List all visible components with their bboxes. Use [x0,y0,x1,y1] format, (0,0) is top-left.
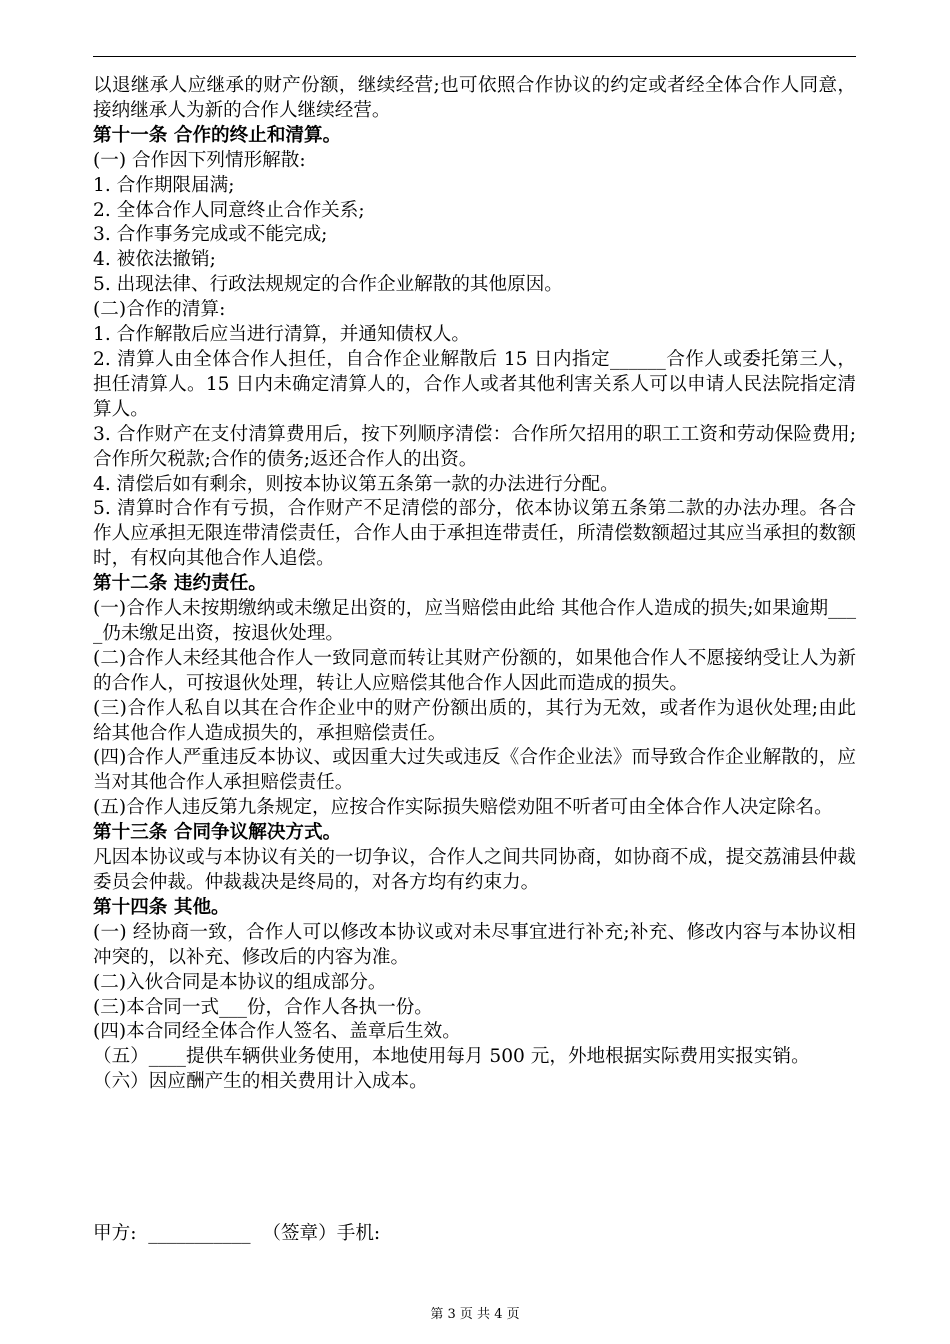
paragraph: 1. 合作期限届满; [93,174,235,196]
paragraph: 5. 清算时合作有亏损，合作财产不足清偿的部分，依本协议第五条第二款的办法办理。各合作人应承担无限连带清偿责任，合作人由于承担连带责任，所清偿数额超过其应当承担的数额时，有权向其他合作人追偿。 [93,498,856,570]
paragraph: 2. 清算人由全体合作人担任，自合作企业解散后 15 日内指定______合作人或委托第三人，担任清算人。15 日内未确定清算人的，合作人或者其他利害关系人可以申请人民法院指定清算人。 [93,348,856,420]
paragraph: 2. 全体合作人同意终止合作关系; [93,199,365,221]
section-heading: 第十四条 其他。 [93,896,230,918]
paragraph: (二)合作人未经其他合作人一致同意而转让其财产份额的，如果他合作人不愿接纳受让人为新的合作人，可按退伙处理，转让人应赔偿其他合作人因此而造成的损失。 [93,647,856,694]
paragraph: (二)合作的清算: [93,299,226,321]
paragraph: （六）因应酬产生的相关费用计入成本。 [93,1071,428,1093]
paragraph: 凡因本协议或与本协议有关的一切争议，合作人之间共同协商，如协商不成，提交荔浦县仲裁委员会仲裁。仲裁裁决是终局的，对各方均有约束力。 [93,847,856,893]
section-heading: 第十一条 合作的终止和清算。 [93,124,342,146]
section-heading: 第十二条 违约责任。 [93,573,267,595]
paragraph: (三)合作人私自以其在合作企业中的财产份额出质的，其行为无效，或者作为退伙处理;由此给其他合作人造成损失的，承担赔偿责任。 [93,697,856,744]
paragraph: 1. 合作解散后应当进行清算，并通知债权人。 [93,324,470,346]
signature-line: 甲方: ___________ （签章）手机: [93,1223,381,1244]
paragraph: (三)本合同一式___份，合作人各执一份。 [93,996,433,1018]
paragraph: 4. 清偿后如有剩余，则按本协议第五条第一款的办法进行分配。 [93,473,619,495]
paragraph: 3. 合作事务完成或不能完成; [93,224,328,246]
paragraph: (二)入伙合同是本协议的组成部分。 [93,971,387,993]
paragraph: (五)合作人违反第九条规定，应按合作实际损失赔偿劝阻不听者可由全体合作人决定除名。 [93,797,833,819]
section-heading: 第十三条 合同争议解决方式。 [93,822,342,844]
paragraph: 3. 合作财产在支付清算费用后，按下列顺序清偿：合作所欠招用的职工工资和劳动保险费用;合作所欠税款;合作的债务;返还合作人的出资。 [93,423,856,470]
paragraph: 以退继承人应继承的财产份额，继续经营;也可依照合作协议的约定或者经全体合作人同意，接纳继承人为新的合作人继续经营。 [93,75,856,121]
paragraph: 4. 被依法撤销; [93,249,216,271]
page-footer: 第 3 页 共 4 页 [430,1307,520,1322]
paragraph: （五）____提供车辆供业务使用，本地使用每月 500 元，外地根据实际费用实报实销。 [93,1046,810,1068]
paragraph: (一)合作人未按期缴纳或未缴足出资的，应当赔偿由此给 其他合作人造成的损失;如果逾期____仍未缴足出资，按退伙处理。 [93,598,856,644]
header-rule [93,56,856,57]
document-body [93,74,856,1095]
paragraph: (一) 经协商一致，合作人可以修改本协议或对未尽事宜进行补充;补充、修改内容与本协议相冲突的，以补充、修改后的内容为准。 [93,921,856,968]
paragraph: (一) 合作因下列情形解散: [93,149,306,171]
paragraph: (四)合作人严重违反本协议、或因重大过失或违反《合作企业法》而导致合作企业解散的，应当对其他合作人承担赔偿责任。 [93,747,856,794]
paragraph: (四)本合同经全体合作人签名、盖章后生效。 [93,1021,461,1043]
paragraph: 5. 出现法律、行政法规规定的合作企业解散的其他原因。 [93,274,563,296]
